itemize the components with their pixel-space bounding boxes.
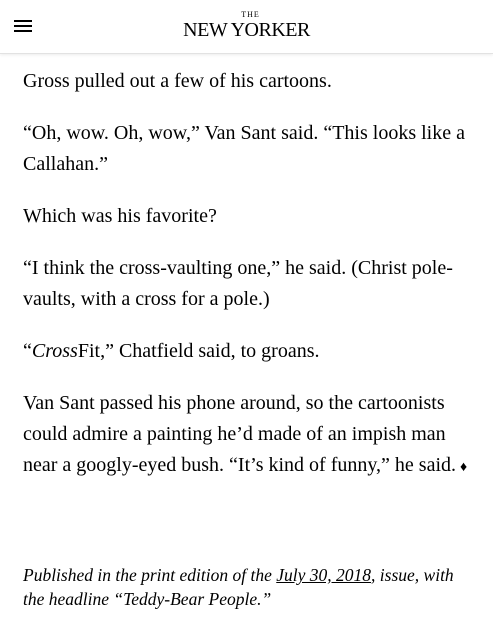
print-edition-credit: [23, 563, 478, 611]
article-paragraph: Gross pulled out a few of his cartoons.: [23, 70, 332, 92]
credit-middle: , issue, with the headline: [23, 565, 454, 609]
site-header: [0, 0, 493, 54]
article-body: [23, 66, 478, 504]
logo-the: THE: [241, 10, 260, 19]
article-paragraph: “I think the cross-vaulting one,” he said. (Christ pole-vaults, with a cross for a pole.): [23, 257, 453, 310]
article-paragraph: [23, 388, 478, 483]
logo-name: NEW YORKER: [183, 19, 310, 41]
end-mark-icon: ♦: [460, 460, 468, 475]
paragraph-text: Fit,” Chatfield said, to groans.: [77, 340, 320, 362]
new-yorker-logo[interactable]: [0, 10, 493, 41]
crossfit-italic: Cross: [31, 340, 78, 362]
article-paragraph: “Oh, wow. Oh, wow,” Van Sant said. “This looks like a Callahan.”: [23, 122, 465, 175]
credit-prefix: Published in the print edition of the: [23, 565, 272, 585]
issue-link[interactable]: July 30, 2018: [276, 565, 372, 585]
quote-open: “: [23, 340, 32, 362]
paragraph-text: Van Sant passed his phone around, so the cartoonists could admire a painting he’d made of an impish man near a googly-eyed bush. “It’s kind of funny,” he said.: [23, 392, 457, 476]
credit-headline: “Teddy-Bear People.”: [113, 589, 272, 609]
article-paragraph: Which was his favorite?: [23, 205, 217, 227]
article-paragraph: [23, 336, 478, 367]
